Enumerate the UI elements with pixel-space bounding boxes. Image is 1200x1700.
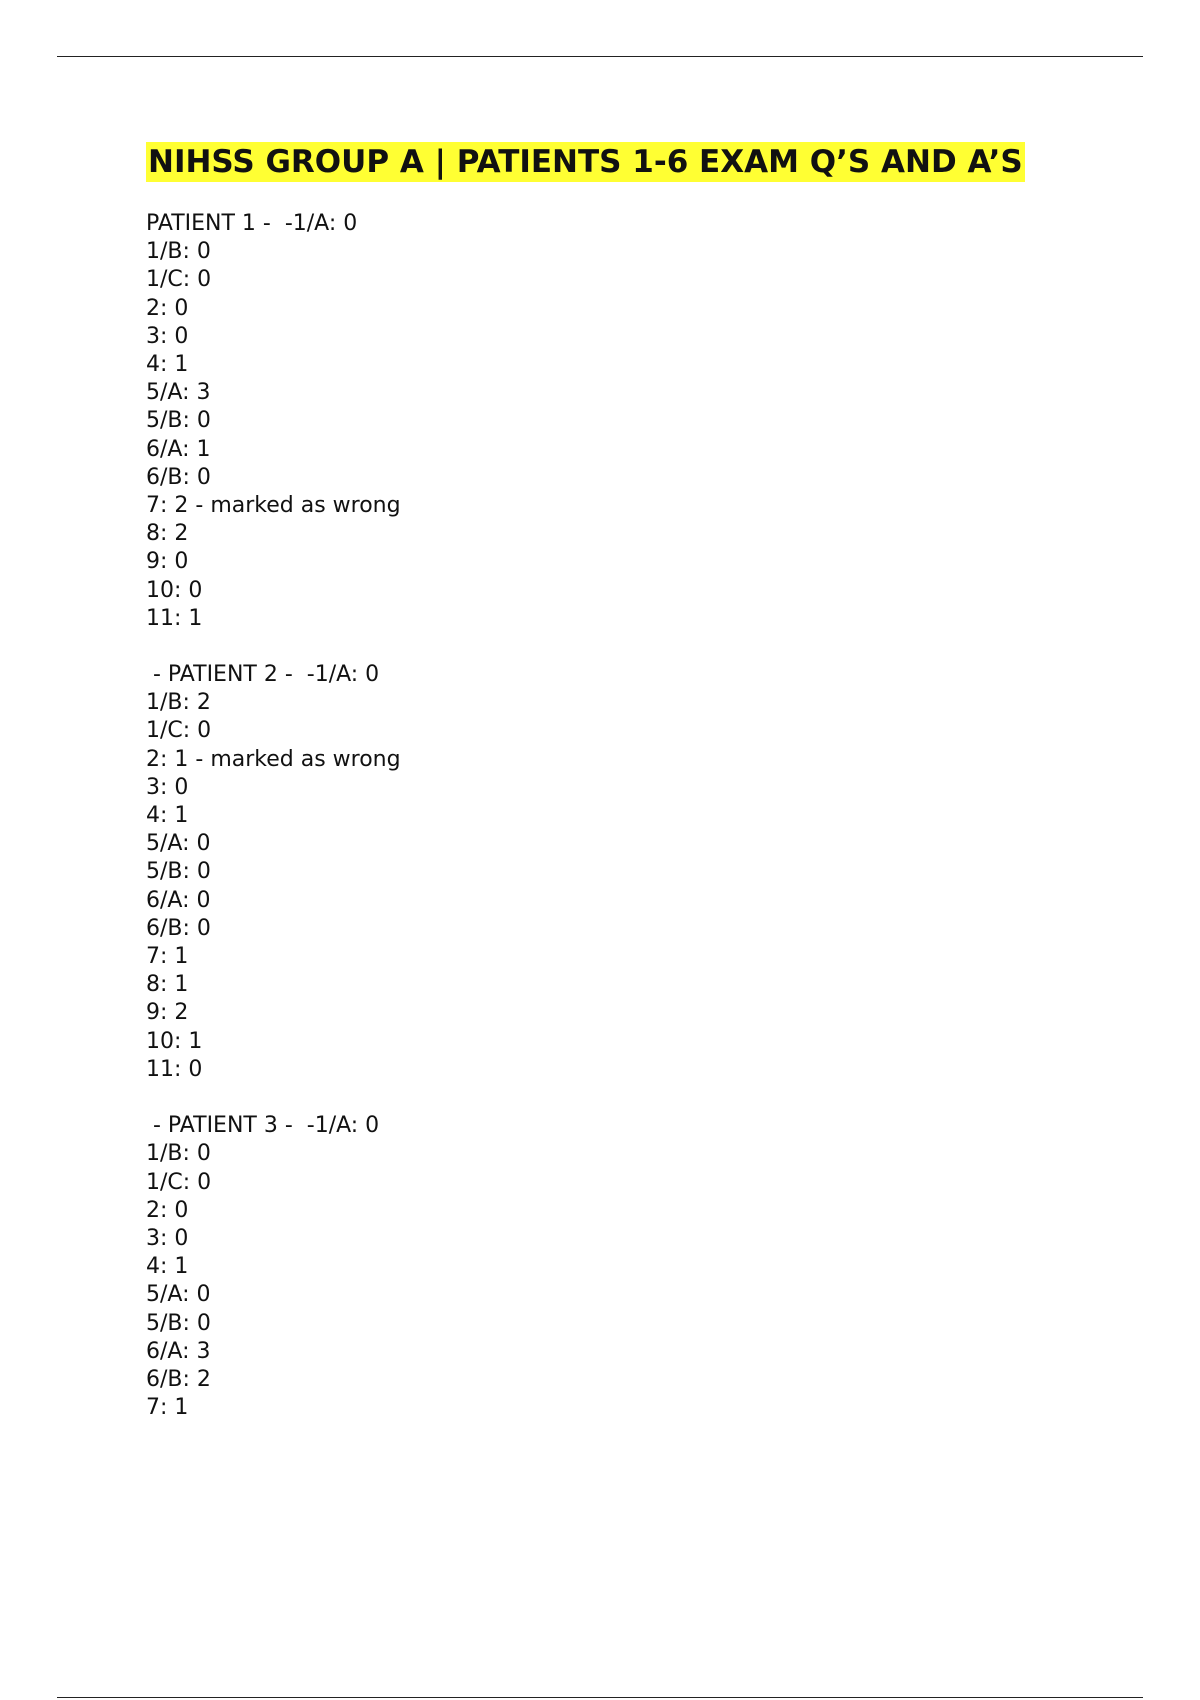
score-line: 4: 1	[146, 803, 189, 829]
score-line: 2: 0	[146, 1197, 189, 1223]
patient-header-line: - PATIENT 2 - -1/A: 0	[146, 662, 380, 688]
score-line: 3: 0	[146, 323, 189, 349]
patient-sections	[146, 210, 1126, 1422]
patient-header-line: - PATIENT 3 - -1/A: 0	[146, 1113, 380, 1139]
score-line: 5/B: 0	[146, 1310, 211, 1336]
score-line: 10: 0	[146, 577, 203, 603]
score-line: 9: 0	[146, 549, 189, 575]
score-line: 10: 1	[146, 1028, 203, 1054]
score-line: 3: 0	[146, 774, 189, 800]
score-line: 4: 1	[146, 352, 189, 378]
document-body	[146, 142, 1126, 1450]
score-line: 1/C: 0	[146, 1169, 212, 1195]
score-line: 6/A: 0	[146, 887, 211, 913]
patient-header-line: PATIENT 1 - -1/A: 0	[146, 211, 358, 236]
score-line: 11: 0	[146, 1056, 203, 1082]
score-line: 7: 1	[146, 944, 189, 970]
score-line: 1/C: 0	[146, 267, 212, 293]
score-line: 5/A: 0	[146, 831, 211, 857]
score-line: 6/B: 0	[146, 915, 211, 941]
document-title: NIHSS GROUP A | PATIENTS 1-6 EXAM Q’S AND A’S	[148, 144, 1023, 180]
score-line: 5/A: 0	[146, 1282, 211, 1308]
footer-rule	[57, 1697, 1143, 1698]
score-line: 5/A: 3	[146, 380, 211, 406]
score-line: 1/B: 2	[146, 690, 211, 716]
patient-section	[146, 210, 1126, 633]
patient-section	[146, 1112, 1126, 1422]
score-line: 11: 1	[146, 605, 203, 631]
score-line: 6/B: 2	[146, 1366, 211, 1392]
score-line: 3: 0	[146, 1225, 189, 1251]
score-line: 9: 2	[146, 1000, 189, 1026]
score-line: 1/B: 0	[146, 1141, 211, 1167]
score-line: 2: 1 - marked as wrong	[146, 746, 401, 772]
score-line: 4: 1	[146, 1254, 189, 1280]
score-line: 7: 1	[146, 1395, 189, 1421]
score-line: 6/A: 1	[146, 436, 211, 462]
score-line: 8: 1	[146, 972, 189, 998]
score-line: 8: 2	[146, 521, 189, 547]
score-line: 2: 0	[146, 295, 189, 321]
score-line: 6/B: 0	[146, 464, 211, 490]
patient-section	[146, 661, 1126, 1084]
score-line: 5/B: 0	[146, 408, 211, 434]
score-line: 6/A: 3	[146, 1338, 211, 1364]
score-line: 7: 2 - marked as wrong	[146, 493, 401, 519]
score-line: 1/C: 0	[146, 718, 212, 744]
header-rule	[57, 56, 1143, 57]
score-line: 5/B: 0	[146, 859, 211, 885]
score-line: 1/B: 0	[146, 239, 211, 265]
